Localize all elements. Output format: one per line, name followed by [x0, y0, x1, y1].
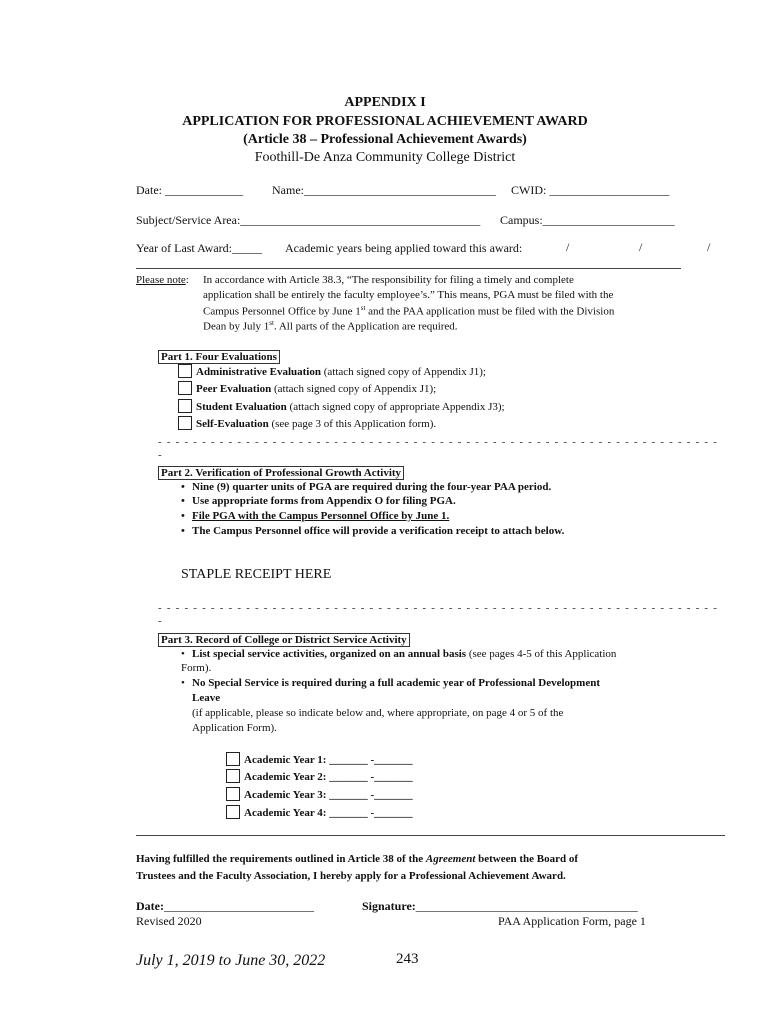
part1-item-1-bold: Administrative Evaluation [196, 366, 321, 378]
academic-year-1[interactable] [226, 752, 413, 766]
part2-bullet-2: • Use appropriate forms from Appendix O for filing PGA. [181, 495, 456, 507]
closing-line-1a: Having fulfilled the requirements outlined in Article 38 of the [136, 853, 426, 865]
divider-bottom [136, 835, 725, 836]
part2-bullet-3: • File PGA with the Campus Personnel Office by June 1. [181, 510, 450, 522]
closing-line-1b: between the Board of [475, 853, 579, 865]
part1-item-3[interactable] [178, 399, 505, 413]
page-number: 243 [396, 951, 419, 967]
separator-2-tail: - [158, 615, 163, 627]
academic-year-3[interactable] [226, 787, 413, 801]
academic-year-4[interactable] [226, 805, 413, 819]
year-slash-1: / [566, 240, 570, 254]
note-label [136, 274, 189, 286]
part3-bullet-1-rest: (see pages 4-5 of this Application [466, 648, 617, 660]
part3-bullet-2-line3: (if applicable, please so indicate below and, where appropriate, on page 4 or 5 of the [192, 707, 564, 719]
checkbox[interactable] [226, 752, 240, 766]
document-subtitle: (Article 38 – Professional Achievement Awards) [243, 132, 527, 147]
note-line-3b: and the PAA application must be filed with the Division [365, 305, 615, 318]
district-name: Foothill-De Anza Community College District [254, 150, 516, 165]
checkbox[interactable] [226, 805, 240, 819]
note-line-4b: . All parts of the Application are required. [273, 320, 458, 333]
part3-bullet-2-line4: Application Form). [192, 722, 277, 734]
staple-receipt-label: STAPLE RECEIPT HERE [181, 567, 332, 582]
separator-1-tail: - [158, 449, 163, 461]
note-line-1: In accordance with Article 38.3, “The responsibility for filing a timely and complete [203, 274, 574, 286]
checkbox[interactable] [178, 416, 192, 430]
divider-top [136, 268, 681, 269]
closing-line-1 [136, 853, 578, 865]
part1-title [158, 347, 280, 365]
signature-line: _____________________________________ [415, 899, 638, 913]
note-line-4a: Dean by July 1 [203, 320, 270, 333]
year-last-award-field[interactable]: Year of Last Award:_____ [136, 241, 262, 255]
closing-date-field[interactable] [136, 899, 314, 914]
part2-bullet-1: • Nine (9) quarter units of PGA are required during the four-year PAA period. [181, 481, 551, 493]
part2-bullet-3-text: File PGA with the Campus Personnel Office by June 1. [192, 510, 450, 522]
part3-title [158, 630, 410, 648]
note-line-3a: Campus Personnel Office by June 1 [203, 305, 361, 318]
academic-year-3-text: Academic Year 3: _______ -_______ [244, 789, 413, 801]
footer-period: July 1, 2019 to June 30, 2022 [136, 952, 326, 969]
part1-title-text: Part 1. Four Evaluations [158, 350, 280, 364]
closing-date-label: Date: [136, 899, 164, 913]
part2-title-text: Part 2. Verification of Professional Growth Activity [158, 466, 404, 480]
closing-agreement: Agreement [425, 853, 476, 865]
checkbox[interactable] [226, 787, 240, 801]
part1-item-4-bold: Self-Evaluation [196, 418, 269, 430]
note-colon: : [185, 274, 189, 286]
closing-line-2: Trustees and the Faculty Association, I hereby apply for a Professional Achievement Award. [136, 870, 566, 882]
year-slash-2: / [639, 240, 643, 254]
part1-item-2[interactable] [178, 381, 436, 395]
academic-year-1-text: Academic Year 1: _______ -_______ [244, 754, 413, 766]
checkbox[interactable] [178, 364, 192, 378]
academic-years-label: Academic years being applied toward this award: [285, 241, 523, 255]
part3-bullet-1-bold: List special service activities, organized on an annual basis [192, 648, 467, 660]
part3-bullet-1: • List special service activities, organized on an annual basis (see pages 4-5 of this Application [181, 648, 617, 660]
part1-item-2-bold: Peer Evaluation [196, 383, 272, 395]
note-line-3 [203, 304, 614, 318]
part2-bullet-4: • The Campus Personnel office will provide a verification receipt to attach below. [181, 525, 564, 537]
signature-field[interactable] [362, 899, 638, 914]
academic-year-4-text: Academic Year 4: _______ -_______ [244, 807, 413, 819]
part1-item-2-rest: (attach signed copy of Appendix J1); [271, 383, 437, 395]
part3-bullet-2-line2: Leave [192, 692, 221, 704]
note-sup-1: st [360, 304, 366, 312]
note-line-2: application shall be entirely the faculty employee’s.” This means, PGA must be filed with the [203, 289, 614, 301]
part3-bullet-1-line2: Form). [181, 662, 212, 674]
note-label-text: Please note [136, 274, 186, 286]
part3-title-text: Part 3. Record of College or District Service Activity [158, 633, 410, 647]
cwid-field[interactable]: CWID: ____________________ [511, 183, 670, 197]
part3-bullet-2: • No Special Service is required during a full academic year of Professional Development [181, 677, 600, 689]
closing-date-line: _________________________ [163, 899, 314, 913]
part1-item-1-rest: (attach signed copy of Appendix J1); [320, 366, 486, 378]
part1-item-3-rest: (attach signed copy of appropriate Appendix J3); [286, 401, 505, 413]
separator-2: - - - - - - - - - - - - - - - - - - - - - - - - - - - - - - - - - - - - - - - - - - - - - - - - - - - - - - - - - - - - - - - - [158, 602, 719, 614]
note-sup-2: st [269, 319, 274, 327]
checkbox[interactable] [178, 399, 192, 413]
part2-title [158, 463, 404, 481]
name-field[interactable]: Name:________________________________ [272, 183, 496, 197]
signature-label: Signature: [362, 899, 416, 913]
year-slash-3: / [707, 240, 711, 254]
campus-field[interactable]: Campus:______________________ [500, 213, 675, 227]
academic-year-2[interactable] [226, 769, 413, 783]
checkbox[interactable] [178, 381, 192, 395]
checkbox[interactable] [226, 769, 240, 783]
academic-year-2-text: Academic Year 2: _______ -_______ [244, 771, 413, 783]
part1-item-4[interactable] [178, 416, 436, 430]
subject-area-field[interactable]: Subject/Service Area:________________________________________ [136, 213, 481, 227]
document-title: APPLICATION FOR PROFESSIONAL ACHIEVEMENT AWARD [182, 114, 588, 129]
revised-label: Revised 2020 [136, 914, 202, 928]
separator-1: - - - - - - - - - - - - - - - - - - - - - - - - - - - - - - - - - - - - - - - - - - - - - - - - - - - - - - - - - - - - - - - - [158, 436, 719, 448]
appendix-label: APPENDIX I [344, 95, 426, 110]
note-line-4 [203, 319, 458, 333]
date-field[interactable]: Date: _____________ [136, 183, 243, 197]
form-page-label: PAA Application Form, page 1 [498, 914, 646, 928]
part1-item-1[interactable] [178, 364, 486, 378]
part1-item-3-bold: Student Evaluation [196, 401, 287, 413]
part3-bullet-2-bold: No Special Service is required during a full academic year of Professional Development [192, 677, 600, 689]
part1-item-4-rest: (see page 3 of this Application form). [268, 418, 437, 430]
